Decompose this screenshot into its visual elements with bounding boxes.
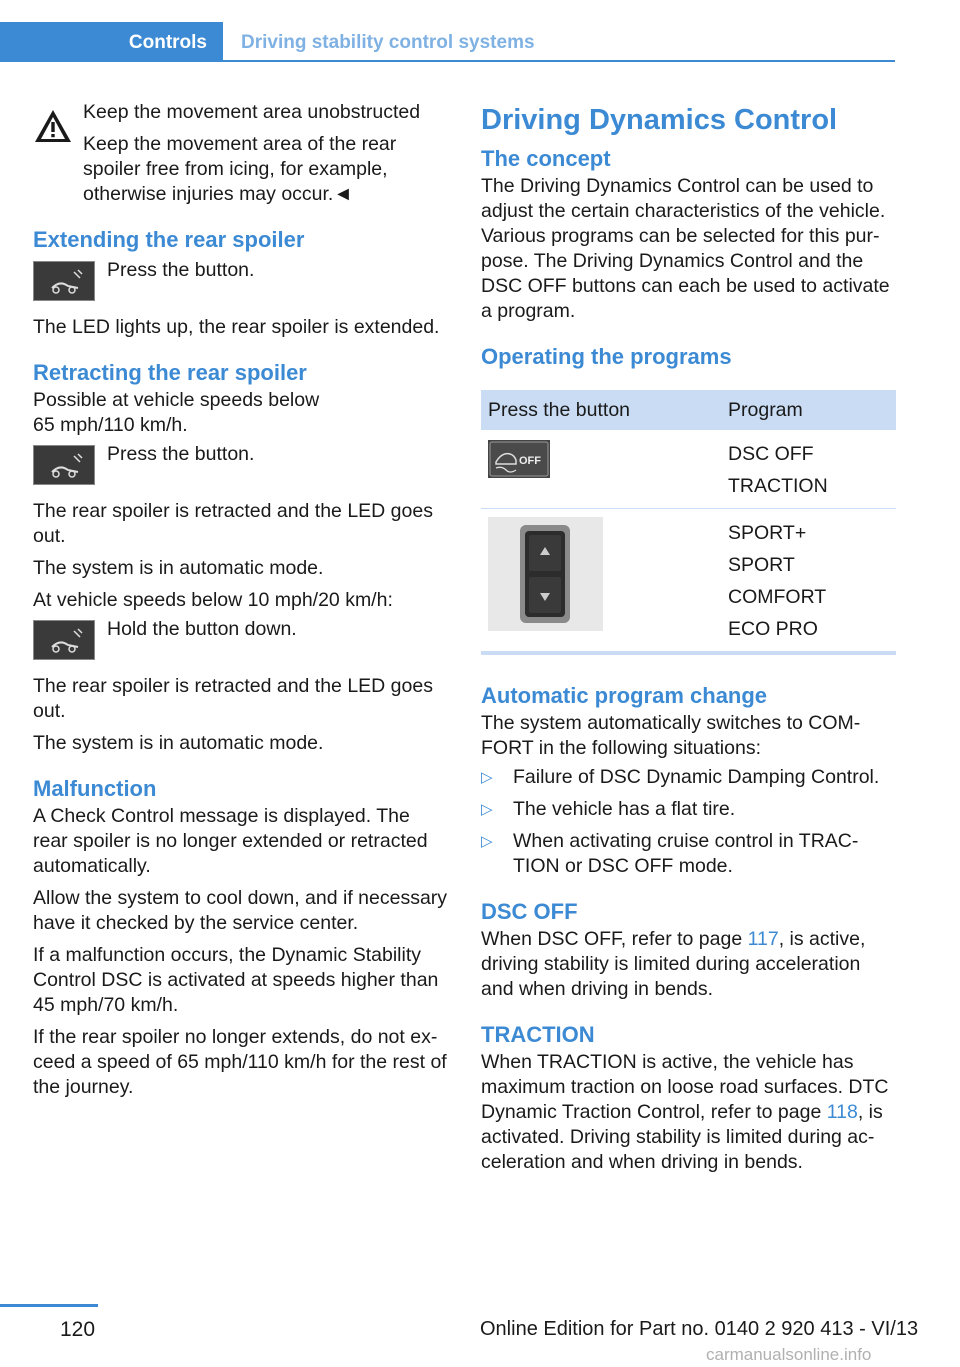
list-item: ▷ When activating cruise control in TRACTION or DSC OFF mode.	[481, 830, 859, 877]
table-header-row	[481, 390, 896, 430]
press-text: Press the button.	[107, 259, 255, 281]
table-cell-button	[481, 509, 721, 654]
driving-dynamics-switch-icon	[488, 517, 603, 631]
heading-auto-change: Automatic program change	[481, 683, 768, 708]
spoiler-button-icon	[33, 620, 95, 660]
extend-instruction	[33, 261, 448, 307]
retract-instruction	[33, 445, 448, 491]
malfunction-p3: If a malfunction occurs, the Dynamic Stability Control DSC is activated at speeds higher than 45 mph/70 km/h.	[33, 944, 439, 1016]
warning-note	[33, 100, 448, 207]
section-tab[interactable]	[0, 22, 223, 60]
table-row	[481, 430, 896, 509]
page-number: 120	[60, 1318, 96, 1341]
bullet-triangle-icon: ▷	[481, 801, 493, 818]
table-cell-button	[481, 430, 721, 509]
retract-result-2: The rear spoiler is retracted and the LED goes out.	[33, 675, 433, 722]
traction-text: When TRACTION is active, the vehicle has maximum traction on loose road surfaces. DTC Dynamic Traction Control, refer to page 118, is activated. Driving stability is limited during acceleration and when driving in bends.	[481, 1051, 889, 1173]
warning-title: Keep the movement area unobstructed	[83, 101, 421, 123]
watermark: carmanualsonline.info	[706, 1345, 872, 1364]
page-link-118[interactable]: 118	[826, 1101, 858, 1123]
heading-extend: Extending the rear spoiler	[33, 227, 305, 252]
heading-operating: Operating the programs	[481, 344, 732, 369]
left-column	[33, 100, 448, 1107]
program-sport: SPORT	[728, 554, 795, 576]
program-comfort: COMFORT	[728, 586, 827, 608]
right-column	[481, 100, 896, 1182]
retract-low-speed: At vehicle speeds below 10 mph/20 km/h:	[33, 589, 393, 611]
bullet-triangle-icon: ▷	[481, 833, 493, 850]
table-cell-programs	[721, 509, 896, 654]
auto-change-text: The system automatically switches to COMFORT in the following situations:	[481, 712, 861, 759]
retract-condition-speed: 65 mph/110 km/h.	[33, 414, 188, 436]
programs-table	[481, 390, 896, 655]
extend-result: The LED lights up, the rear spoiler is extended.	[33, 316, 440, 338]
page-header	[0, 22, 895, 62]
header-rule	[0, 60, 895, 62]
page-title: Driving Dynamics Control	[481, 104, 838, 136]
heading-concept: The concept	[481, 146, 611, 171]
table-header-program: Program	[721, 390, 896, 430]
dsc-off-button-icon	[488, 440, 550, 478]
table-row	[481, 509, 896, 654]
spoiler-button-icon	[33, 261, 95, 301]
table-cell-programs	[721, 430, 896, 509]
program-dsc-off: DSC OFF	[728, 443, 814, 465]
malfunction-p1: A Check Control message is displayed. The rear spoiler is no longer extended or retracted automatically.	[33, 805, 428, 877]
retract-result: The rear spoiler is retracted and the LED goes out.	[33, 500, 433, 547]
section-label: Controls	[128, 32, 207, 53]
dsc-off-text: When DSC OFF, refer to page 117, is active, driving stability is limited during acceleration and when driving in bends.	[481, 928, 866, 1000]
retract-auto: The system is in automatic mode.	[33, 557, 324, 579]
heading-dsc-off: DSC OFF	[481, 899, 578, 924]
heading-malfunction: Malfunction	[33, 776, 157, 801]
warning-line: Keep the movement area of the rear	[83, 133, 397, 155]
press-text: Press the button.	[107, 443, 255, 465]
retract-condition: Possible at vehicle speeds below	[33, 389, 320, 411]
program-eco-pro: ECO PRO	[728, 618, 818, 640]
table-header-button: Press the button	[481, 390, 721, 430]
page-link-117[interactable]: 117	[747, 928, 779, 950]
bullet-triangle-icon: ▷	[481, 769, 493, 786]
malfunction-p2: Allow the system to cool down, and if necessary have it checked by the service center.	[33, 887, 448, 934]
list-item: ▷ Failure of DSC Dynamic Damping Control.	[481, 766, 880, 788]
warning-icon	[33, 108, 73, 144]
hold-text: Hold the button down.	[107, 618, 297, 640]
dsc-off-label: OFF	[519, 455, 541, 467]
chapter-title: Driving stability control systems	[241, 32, 535, 53]
heading-retract: Retracting the rear spoiler	[33, 360, 307, 385]
spoiler-button-icon	[33, 445, 95, 485]
warning-text: spoiler free from icing, for example, otherwise injuries may occur.◄	[83, 158, 388, 205]
edition-note: Online Edition for Part no. 0140 2 920 413 - VI/13	[480, 1318, 919, 1340]
list-item: ▷ The vehicle has a flat tire.	[481, 798, 736, 820]
footer-rule	[0, 1304, 98, 1307]
program-sport-plus: SPORT+	[728, 522, 807, 544]
concept-text: The Driving Dynamics Control can be used to adjust the certain characteristics of the vehicle. Various programs can be selected for this purpose. The Driving Dynamics Control and the DSC OFF buttons can each be used to activate a program.	[481, 175, 890, 322]
heading-traction: TRACTION	[481, 1022, 595, 1047]
program-traction: TRACTION	[728, 475, 828, 497]
hold-instruction	[33, 620, 448, 666]
auto-change-list	[481, 765, 896, 879]
malfunction-p4: If the rear spoiler no longer extends, do not exceed a speed of 65 mph/110 km/h for the rest of the journey.	[33, 1026, 447, 1098]
retract-auto-2: The system is in automatic mode.	[33, 732, 324, 754]
